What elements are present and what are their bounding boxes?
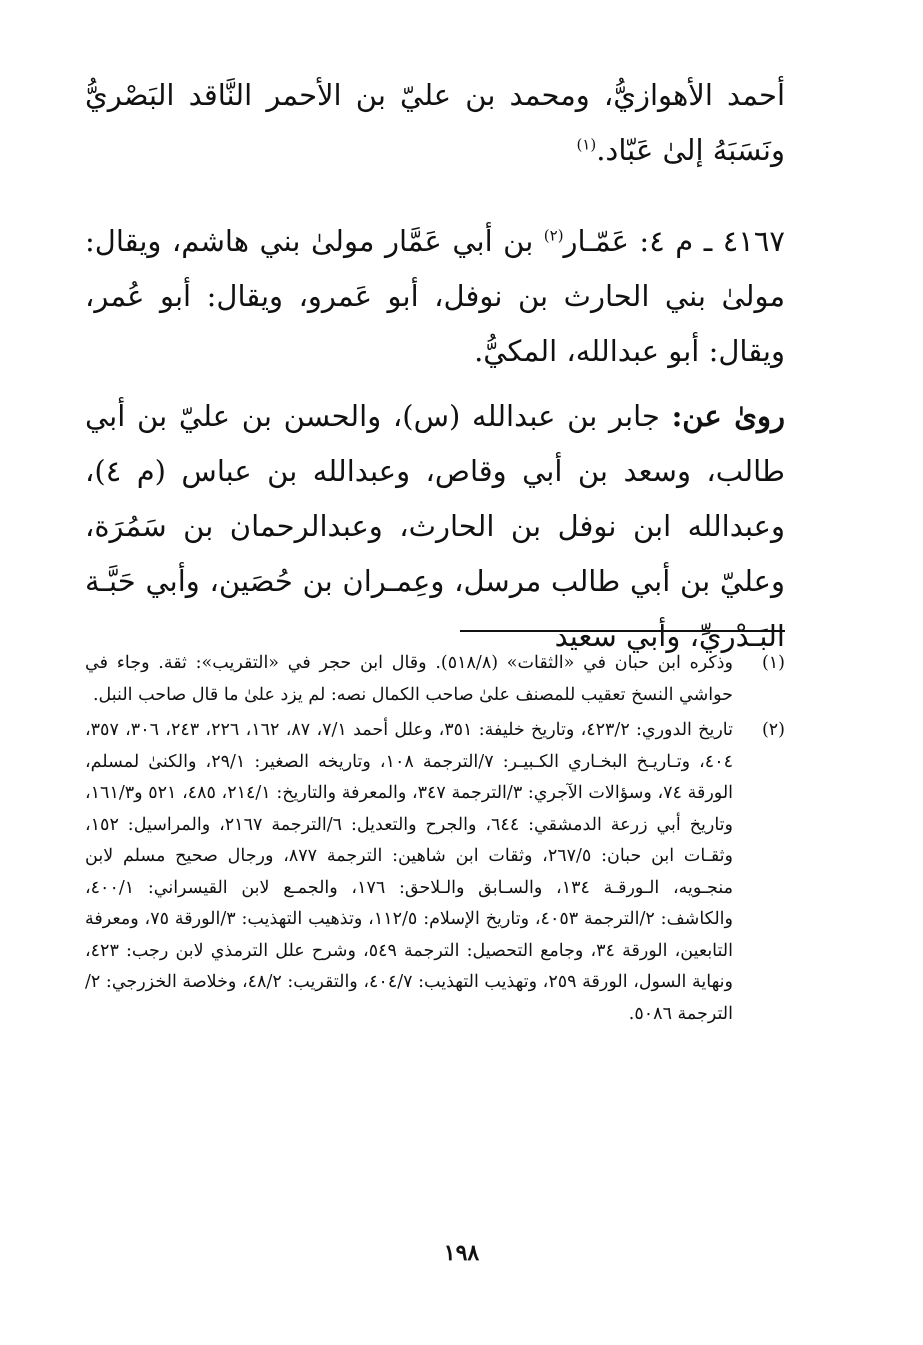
page-number: ١٩٨ — [443, 1240, 480, 1266]
footnote-ref-2[interactable]: (٢) — [543, 226, 564, 245]
footnote-number: (١) — [761, 653, 785, 673]
footnote-ref-1[interactable]: (١) — [576, 135, 597, 154]
main-text — [85, 68, 785, 664]
footnote-text: تاريخ الدوري: ٤٢٣/٢، وتاريخ خليفة: ٣٥١، وعلل أحمد ٧/١، ٨٧، ١٦٢، ٢٢٦، ٢٤٣، ٣٠٦، ٣٥٧، ٤٠٤، وتـاريـخ البخـاري الكـبيـر: ٧/الترجمة ١٠٨، وتاريخه الصغير: ٢٩/١، والكنىٰ لمسلم، الورقة ٧٤، وسؤالات الآجري: ٣/الترجمة ٣٤٧، والمعرفة والتاريخ: ٢١٤/١، ٤٨٥، ٥٢١ و١٦١/٣، وتاريخ أبي زرعة الدمشقي: ٦٤٤، والجرح والتعديل: ٦/الترجمة ٢١٦٧، والمراسيل: ١٥٢، وثقـات ابن حبان: ٢٦٧/٥، وثقات ابن شاهين: الترجمة ٨٧٧، ورجال صحيح مسلم لابن منجـويه، الـورقـة ١٣٤، والسـابق والـلاحق: ١٧٦، والجمـع لابن القيسراني: ٤٠٠/١، والكاشف: ٢/الترجمة ٤٠٥٣، وتاريخ الإسلام: ١١٢/٥، وتذهيب التهذيب: ٣/الورقة ٧٥، ومعرفة التابعين، الورقة ٣٤، وجامع التحصيل: الترجمة ٥٤٩، وشرح علل الترمذي لابن رجب: ٤٢٣، ونهاية السول، الورقة ٢٥٩، وتهذيب التهذيب: ٤٠٤/٧، والتقريب: ٤٨/٢، وخلاصة الخزرجي: ٢/الترجمة ٥٠٨٦. — [85, 720, 734, 1024]
entry-text: بن أبي عَمَّار مولىٰ بني هاشم، ويقال: مولىٰ بني الحارث بن نوفل، أبو عَمرو، ويقال: أبو عُمر، ويقال: أبو عبدالله، المكيُّ. — [85, 224, 785, 368]
narrated-from-label: روىٰ عن: — [671, 399, 786, 433]
footnotes — [85, 648, 785, 1034]
paragraph-text: أحمد الأهوازيُّ، ومحمد بن عليّ بن الأحمر النَّاقد البَصْريُّ ونَسَبَهُ إلىٰ عَبّاد. — [85, 78, 785, 167]
footnote-text: وذكره ابن حبان في «الثقات» (٥١٨/٨). وقال ابن حجر في «التقريب»: ثقة. وجاء في حواشي النسخ تعقيب للمصنف علىٰ صاحب الكمال نصه: لم يزد علىٰ ما قال صاحب النبل. — [85, 653, 733, 705]
paragraph-continuation — [85, 68, 785, 178]
footnote-number: (٢) — [761, 720, 785, 740]
narrated-from-paragraph — [85, 389, 785, 664]
narrated-from-text: جابر بن عبدالله (س)، والحسن بن عليّ بن أبي طالب، وسعد بن أبي وقاص، وعبدالله بن عباس (م ٤)، وعبدالله ابن نوفل بن الحارث، وعبدالرحمان بن سَمُرَة، وعليّ بن أبي طالب مرسل، وعِمـران بن حُصَين، وأبي حَبَّـة البَـدْريِّ، وأبي سعيد — [85, 399, 785, 653]
footnote-divider — [460, 630, 785, 632]
entry-heading: ٤١٦٧ ـ م ٤: عَمّـار — [563, 224, 786, 258]
biography-entry — [85, 214, 785, 379]
footnote — [85, 715, 785, 1030]
footnote — [85, 648, 785, 711]
